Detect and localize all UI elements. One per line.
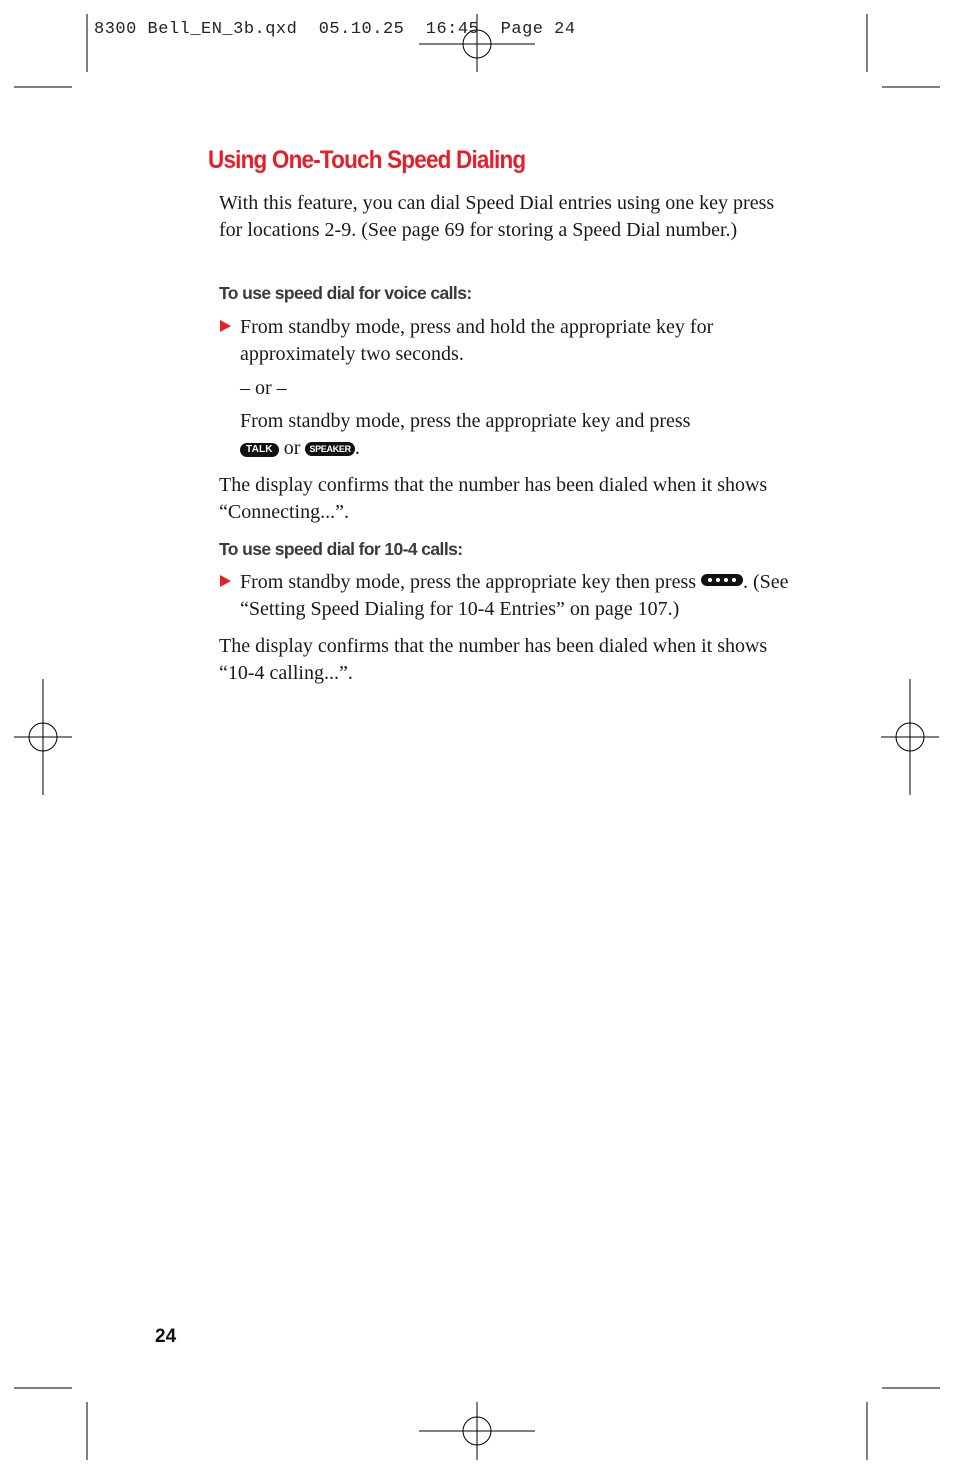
ten-four-step [240, 569, 810, 622]
or-separator: – or – [240, 377, 287, 399]
ten-four-step-text: From standby mode, press the appropriate key then press [240, 571, 697, 593]
registration-mark [419, 1402, 535, 1460]
intro-paragraph: With this feature, you can dial Speed Dial entries using one key press for locations 2-9. (See page 69 for storing a Speed Dial number.) [219, 192, 775, 241]
registration-mark [881, 679, 939, 795]
voice-step-press [240, 408, 730, 461]
speaker-key-icon: SPEAKER [305, 442, 354, 456]
registration-mark [14, 679, 72, 795]
page-number: 24 [155, 1326, 177, 1347]
voice-step-hold: From standby mode, press and hold the appropriate key for approximately two seconds. [240, 316, 714, 365]
file-slug-line: 8300 Bell_EN_3b.qxd 05.10.25 16:45 Page 24 [94, 20, 576, 39]
ten-four-confirm-paragraph: The display confirms that the number has been dialed when it shows “10-4 calling...”. [219, 635, 768, 684]
period: . [354, 436, 360, 459]
voice-confirm-paragraph: The display confirms that the number has been dialed when it shows “Connecting...”. [219, 474, 768, 523]
section-heading: Using One-Touch Speed Dialing [208, 146, 526, 174]
ten-four-subheading: To use speed dial for 10-4 calls: [219, 539, 463, 559]
bullet-arrow-icon [220, 320, 231, 332]
talk-key-icon: TALK [240, 443, 279, 457]
or-word: or [283, 436, 301, 459]
bullet-arrow-icon [220, 575, 231, 587]
ten-four-key-icon [701, 574, 743, 586]
voice-subheading: To use speed dial for voice calls: [219, 283, 472, 303]
voice-step-press-text: From standby mode, press the appropriate key and press [240, 410, 691, 432]
ten-four-step-reference: . (See “Setting Speed Dialing for 10-4 Entries” on page 107.) [240, 571, 789, 620]
